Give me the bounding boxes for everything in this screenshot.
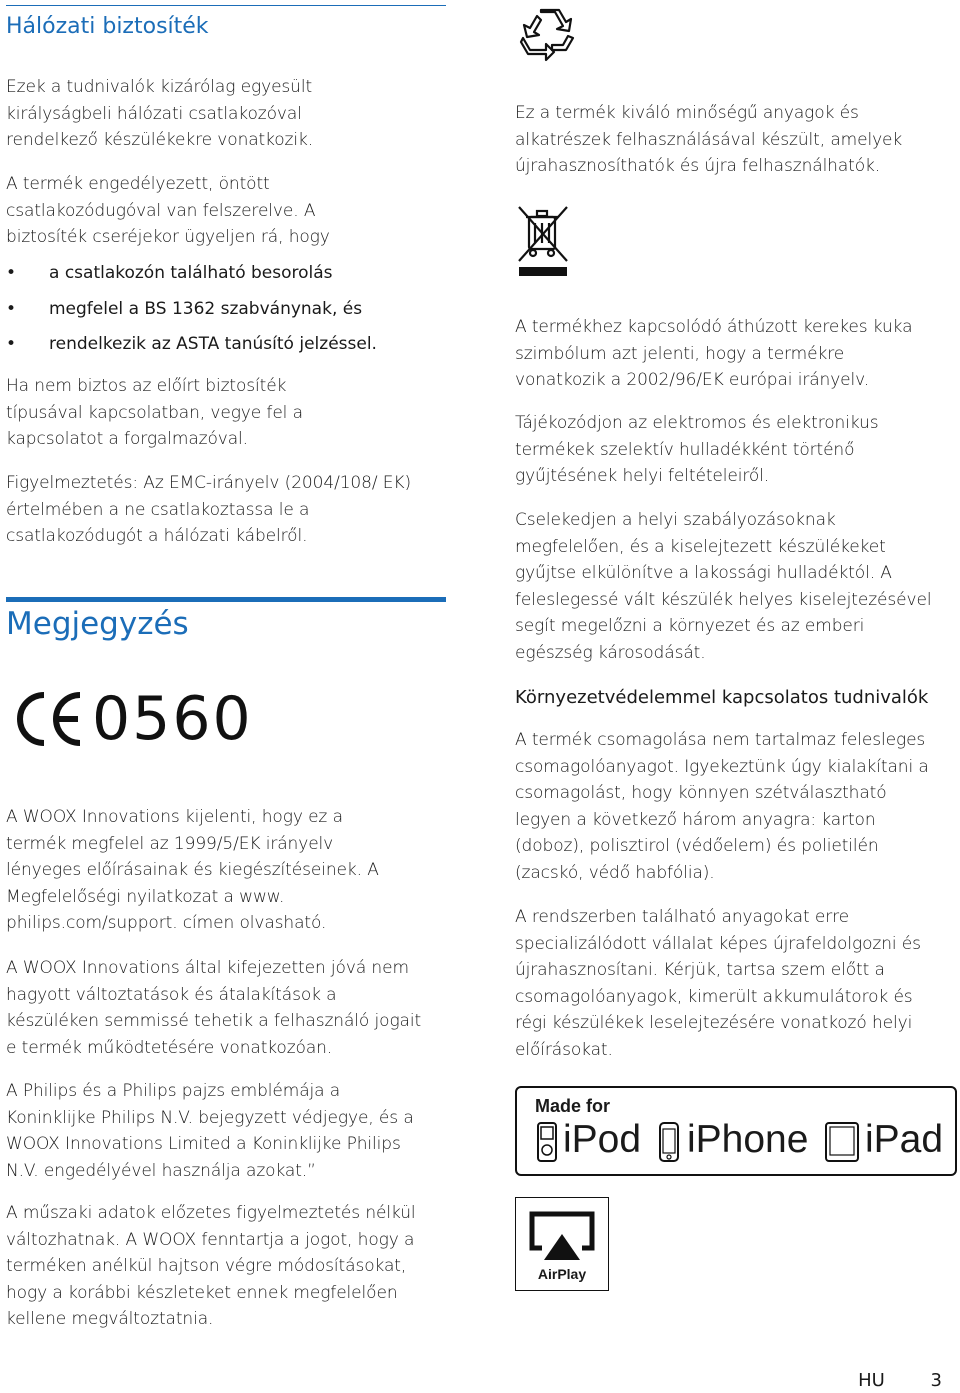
paragraph-plug: A termék engedélyezett, öntött csatlakozódugóval van felszerelve. A biztosíték cseréjekor ügyeljen rá, hogy [6,174,330,247]
bullet-item: • rendelkezik az ASTA tanúsító jelzéssel. [6,331,436,358]
language-code: HU [858,1370,885,1391]
paragraph-local-rules: Tájékozódjon az elektromos és elektronikus termékek szelektív hulladékként történő gyűjtésének helyi feltételeiről. [515,413,879,486]
iphone-label: iPhone [687,1118,809,1161]
page-footer [858,1370,942,1391]
airplay-icon [528,1210,596,1262]
ce-mark [14,682,253,756]
iphone-device-icon [659,1122,679,1162]
ipod-label: iPod [563,1118,642,1161]
paragraph-uk-only: Ezek a tudnivalók kizárólag egyesült királyságbeli hálózati csatlakozóval rendelkező készülékekre vonatkozik. [6,77,314,150]
environment-subheading: Környezetvédelemmel kapcsolatos tudnivalók [515,687,929,708]
paragraph-disposal: Cselekedjen a helyi szabályozásoknak megfelelően, és a kiselejtezett készülékeket gyűjtse elkülönítve a lakossági hulladéktól. A feleslegessé vált készülék helyes kiselejtezésével segít megelőzni a környezet és az emberi egészség károsodását. [515,510,932,663]
paragraph-recycling-materials: A rendszerben található anyagokat erre specializálódott vállalat képes újrafeldolgozni és újrahasznosítani. Kérjük, tartsa szem előtt a csomagolóanyagok, kimerült akkumulátorok és régi készülékek leselejtezésére vonatkozó helyi előírásokat. [515,907,921,1060]
paragraph-modifications: A WOOX Innovations által kifejezetten jóvá nem hagyott változtatások és átalakítások a készüléken semmissé tehetik a felhasználó jogait e termék működtetésére vonatkozóan. [6,958,422,1058]
made-for-apple-badge [515,1086,957,1176]
recycle-icon [519,8,577,62]
airplay-badge [515,1197,609,1291]
section-title-fuse: Hálózati biztosíték [6,14,209,39]
made-for-label: Made for [535,1096,611,1116]
ce-notified-body-number: 0560 [92,684,253,754]
paragraph-weee: A termékhez kapcsolódó áthúzott kerekes kuka szimbólum azt jelenti, hogy a termékre vonatkozik a 2002/96/EK európai irányelv. [515,317,913,390]
paragraph-specs-change: A műszaki adatok előzetes figyelmeztetés nélkül változhatnak. A WOOX fenntartja a jogot, hogy a terméken anélkül hajtson végre módosításokat, hogy a korábbi készleteket ennek megfelelően kellene megváltoztatnia. [6,1203,416,1329]
paragraph-recyclable: Ez a termék kiváló minőségű anyagok és alkatrészek felhasználásával készült, amelyek újrahasznosíthatók és újra felhasználhatók. [515,103,903,176]
ipad-label: iPad [865,1118,944,1161]
paragraph-contact-dealer: Ha nem biztos az előírt biztosíték típusával kapcsolatban, vegye fel a kapcsolatot a forgalmazóval. [6,376,303,449]
ce-logo-icon [14,689,86,749]
ipad-device-icon [825,1122,859,1162]
bullet-item: • megfelel a BS 1362 szabványnak, és [6,296,436,323]
bullet-item: • a csatlakozón található besorolás [6,260,436,287]
paragraph-declaration: A WOOX Innovations kijelenti, hogy ez a termék megfelel az 1999/5/EK irányelv lényeges előírásainak és kiegészítéseinek. A Megfelelőségi nyilatkozat a www. philips.com/support. címen olvasható. [6,807,379,933]
paragraph-trademark: A Philips és a Philips pajzs emblémája a Koninklijke Philips N.V. bejegyzett védjegye, és a WOOX Innovations Limited a Koninklijke Philips N.V. engedélyével használja azokat.” [6,1081,414,1181]
section-title-note: Megjegyzés [6,606,189,642]
crossed-out-bin-icon [517,203,569,279]
airplay-label: AirPlay [537,1266,587,1282]
section-rule [6,5,446,6]
paragraph-emc-warning: Figyelmeztetés: Az EMC-irányelv (2004/108/ EK) értelmében a ne csatlakoztassa le a csatlakozódugót a hálózati kábelről. [6,473,411,546]
ipod-device-icon [537,1122,557,1162]
page-number: 3 [930,1370,942,1391]
fuse-bullet-list [6,260,436,367]
section-rule-thick [6,597,446,602]
paragraph-packaging: A termék csomagolása nem tartalmaz felesleges csomagolóanyagot. Igyekeztünk úgy kialakítani a csomagolást, hogy könnyen szétválasztható legyen a következő három anyagra: karton (doboz), polisztirol (védőelem) és polietilén (zacskó, védő habfólia). [515,730,929,883]
